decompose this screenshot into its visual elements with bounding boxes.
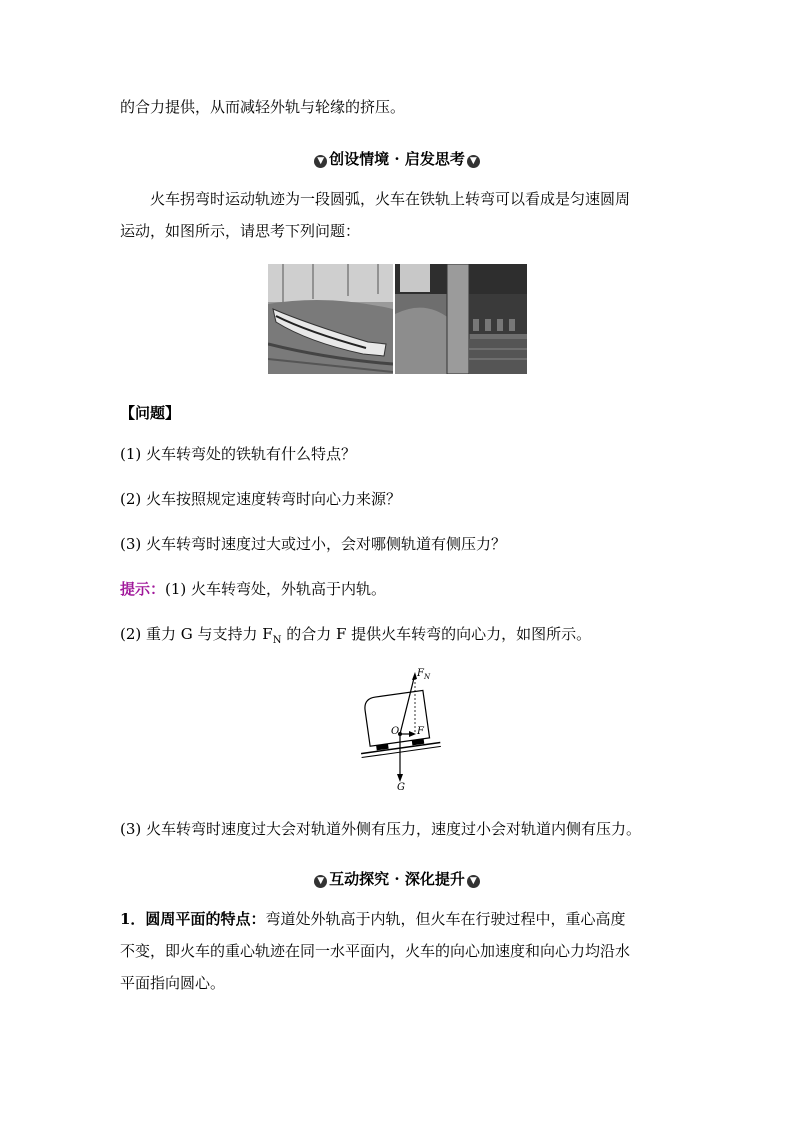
paragraph-top: 的合力提供，从而减轻外轨与轮缘的挤压。 (120, 98, 406, 116)
chevron-down-icon: ▼ (467, 875, 480, 888)
point-1-line-1 (120, 908, 625, 929)
chevron-down-icon: ▼ (314, 155, 327, 168)
hint-2-text: (2) 重力 G 与支持力 F (120, 625, 273, 643)
hint-1 (120, 578, 386, 599)
hint-2-rest: 的合力 F 提供火车转弯的向心力，如图所示。 (281, 625, 592, 643)
section-title-text: 创设情境 · 启发思考 (329, 150, 465, 168)
point-1-label: 1．圆周平面的特点： (120, 910, 266, 928)
point-1-line-2: 不变，即火车的重心轨迹在同一水平面内，火车的向心加速度和向心力均沿水 (120, 942, 631, 960)
point-1-text: 弯道处外轨高于内轨，但火车在行驶过程中，重心高度 (265, 910, 626, 928)
question-3: (3) 火车转弯时速度过大或过小，会对哪侧轨道有侧压力？ (120, 535, 507, 553)
hint-2 (120, 623, 591, 646)
force-diagram (355, 666, 445, 796)
rail-wheel-photo (395, 264, 527, 374)
section-title-scenario (0, 148, 794, 169)
section-title-explore (0, 868, 794, 889)
chevron-down-icon: ▼ (314, 875, 327, 888)
chevron-down-icon: ▼ (467, 155, 480, 168)
hint-1-text: (1) 火车转弯处，外轨高于内轨。 (165, 580, 387, 598)
label-f: F (417, 726, 424, 737)
hint-3: (3) 火车转弯时速度过大会对轨道外侧有压力，速度过小会对轨道内侧有压力。 (120, 820, 642, 838)
hint-label: 提示： (120, 580, 166, 598)
label-fn (417, 668, 430, 681)
label-fn-subscript: N (423, 673, 431, 681)
label-o: O (391, 726, 400, 737)
section-title-text: 互动探究 · 深化提升 (329, 870, 465, 888)
hint-2-subscript: N (272, 635, 282, 646)
intro-line-2: 运动，如图所示，请思考下列问题： (120, 222, 361, 240)
question-header: 【问题】 (120, 404, 181, 422)
train-photo (268, 264, 393, 374)
question-1: (1) 火车转弯处的铁轨有什么特点？ (120, 445, 357, 463)
label-g: G (397, 782, 405, 793)
intro-line-1: 火车拐弯时运动轨迹为一段圆弧，火车在铁轨上转弯可以看成是匀速圆周 (150, 190, 631, 208)
label-fn-text: F (417, 668, 424, 679)
question-2: (2) 火车按照规定速度转弯时向心力来源？ (120, 490, 402, 508)
point-1-line-3: 平面指向圆心。 (120, 974, 226, 992)
